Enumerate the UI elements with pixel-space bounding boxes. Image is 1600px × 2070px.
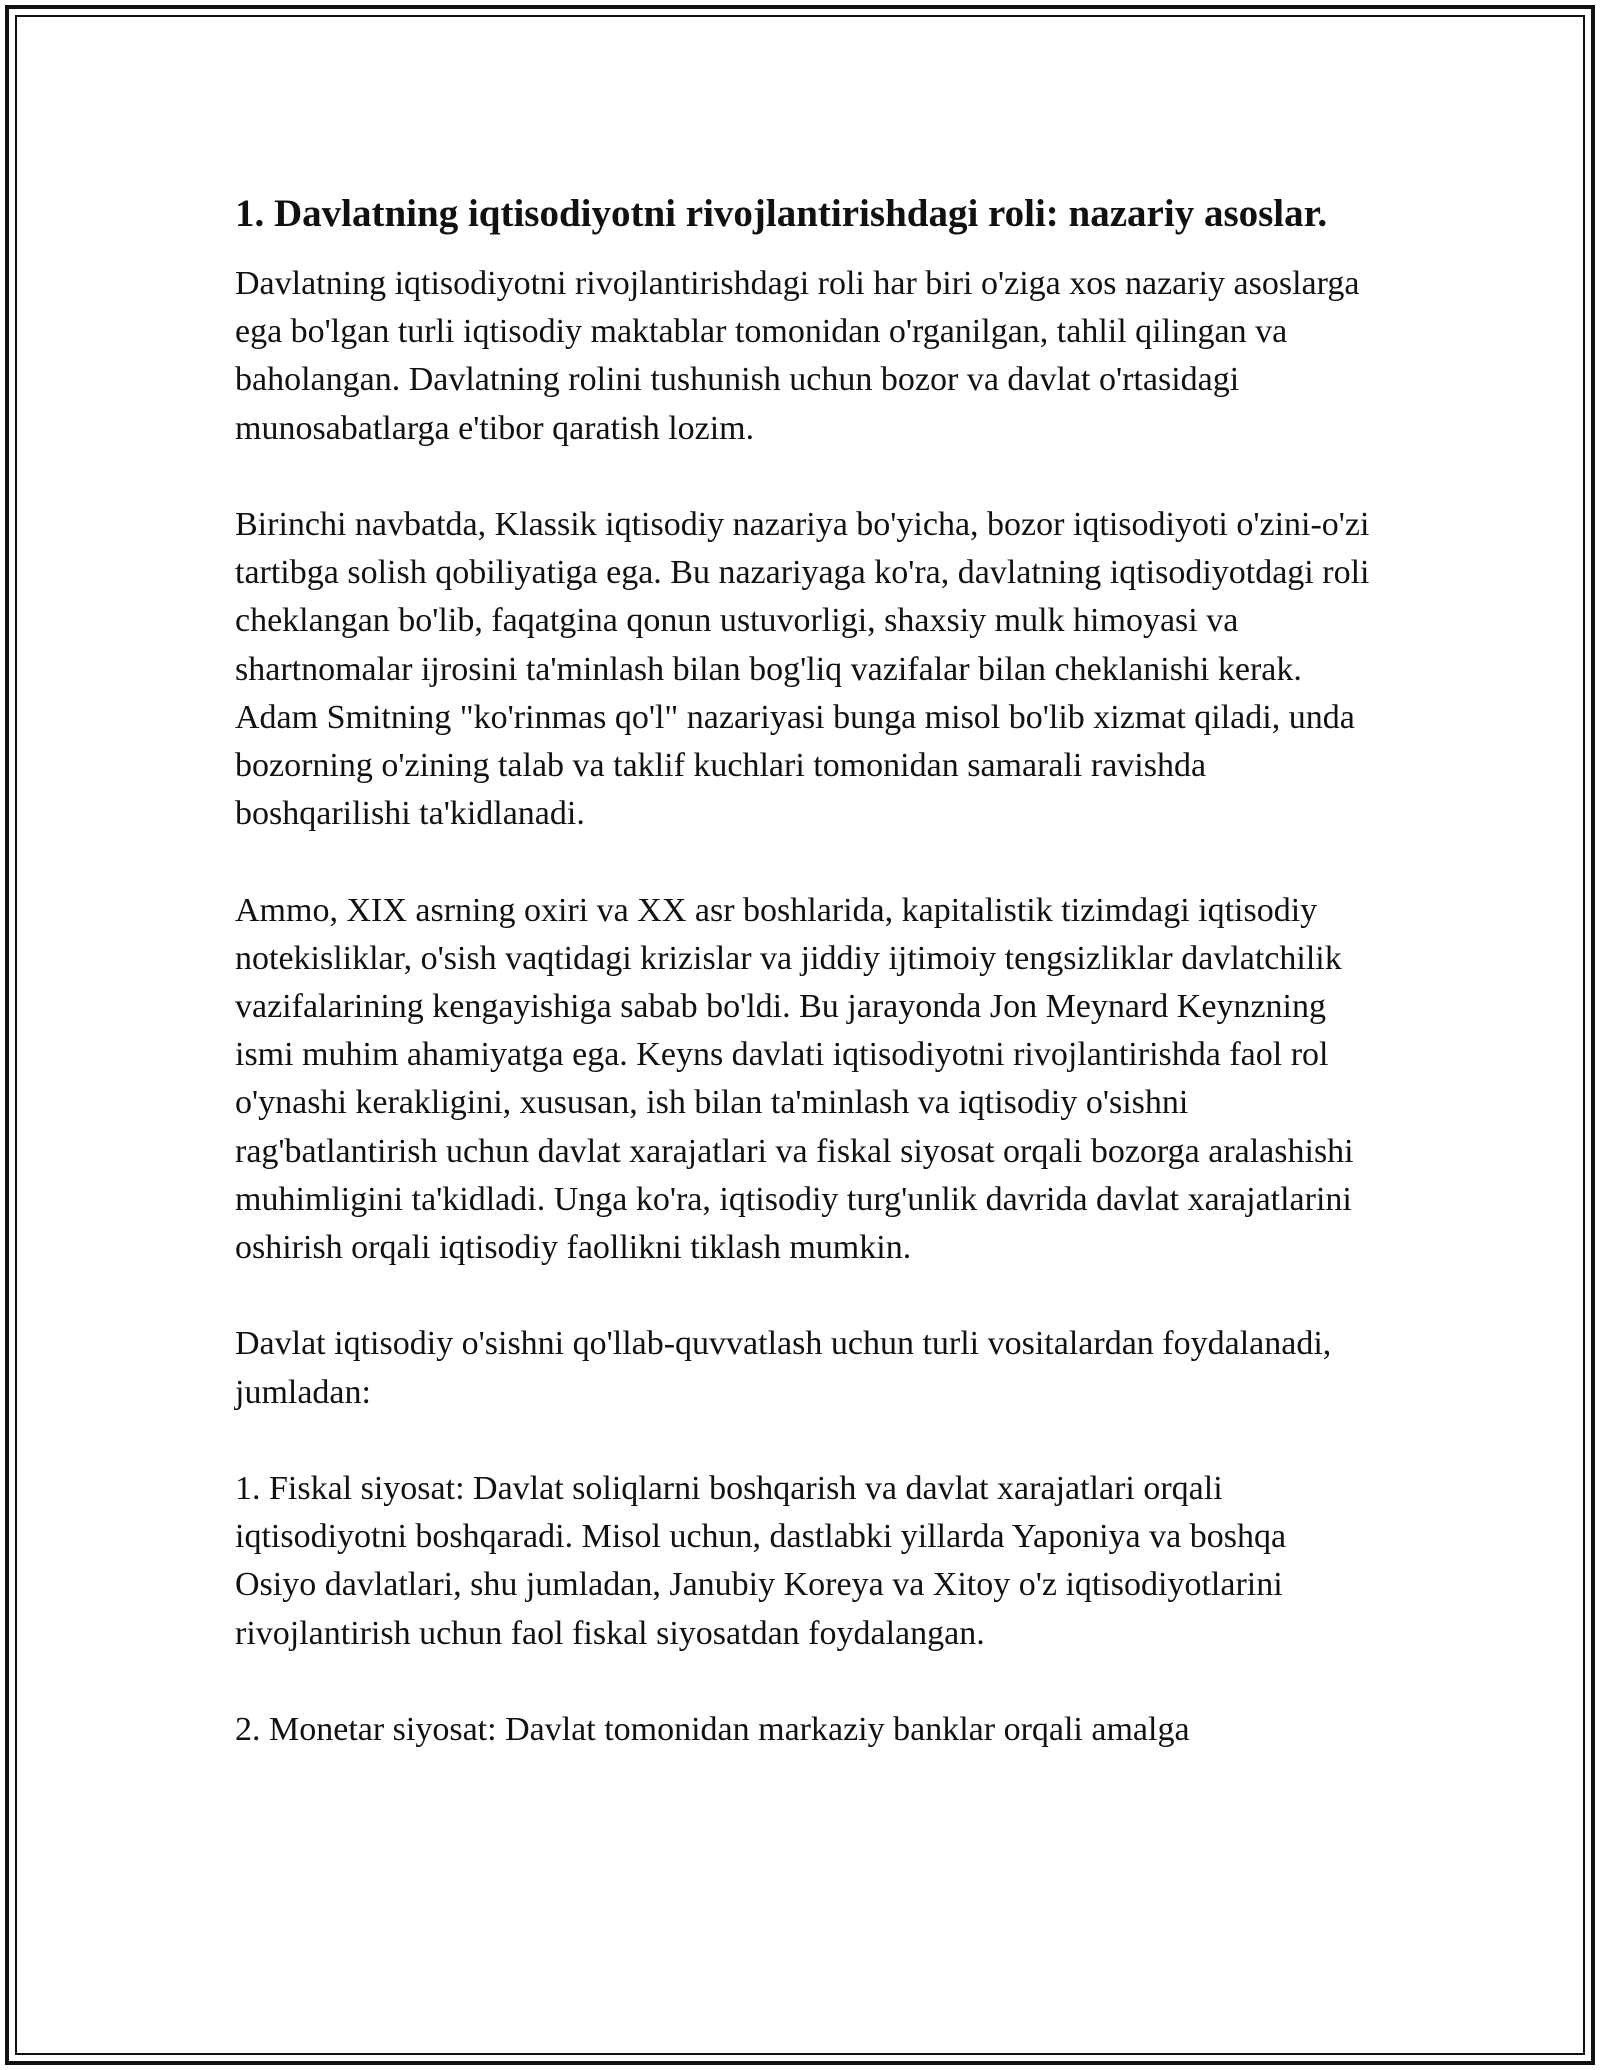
paragraph-tools-intro: Davlat iqtisodiy o'sishni qo'llab-quvvatlash uchun turli vositalardan foydalanadi, jumladan:: [235, 1325, 1332, 1411]
paragraph-intro: Davlatning iqtisodiyotni rivojlantirishdagi roli har biri o'ziga xos nazariy asoslarga ega bo'lgan turli iqtisodiy maktablar tomonidan o'rganilgan, tahlil qilingan va baholangan. Davlatning rolini tushunish uchun bozor va davlat o'rtasidagi munosabatlarga e'tibor qaratish lozim.: [235, 265, 1360, 447]
list-item-monetary-policy: 2. Monetar siyosat: Davlat tomonidan markaziy banklar orqali amalga: [235, 1711, 1190, 1749]
paragraph-keynes: Ammo, XIX asrning oxiri va XX asr boshlarida, kapitalistik tizimdagi iqtisodiy notekisliklar, o'sish vaqtidagi krizislar va jiddiy ijtimoiy tengsizliklar davlatchilik vazifalarining kengayishiga sabab bo'ldi. Bu jarayonda Jon Meynard Keynzning ismi muhim ahamiyatga ega. Keyns davlati iqtisodiyotni rivojlantirishda faol rol o'ynashi kerakligini, xususan, ish bilan ta'minlash va iqtisodiy o'sishni rag'batlantirish uchun davlat xarajatlari va fiskal siyosat orqali bozorga aralashishi muhimligini ta'kidladi. Unga ko'ra, iqtisodiy turg'unlik davrida davlat xarajatlarini oshirish orqali iqtisodiy faollikni tiklash mumkin.: [235, 891, 1354, 1267]
document-body: [235, 180, 1375, 1802]
section-heading: 1. Davlatning iqtisodiyotni rivojlantirishdagi roli: nazariy asoslar.: [235, 192, 1328, 235]
list-item-fiscal-policy: 1. Fiskal siyosat: Davlat soliqlarni boshqarish va davlat xarajatlari orqali iqtisodiyotni boshqaradi. Misol uchun, dastlabki yillarda Yaponiya va boshqa Osiyo davlatlari, shu jumladan, Janubiy Koreya va Xitoy o'z iqtisodiyotlarini rivojlantirish uchun faol fiskal siyosatdan foydalangan.: [235, 1470, 1287, 1652]
paragraph-classical-theory: Birinchi navbatda, Klassik iqtisodiy nazariya bo'yicha, bozor iqtisodiyoti o'zini-o'zi tartibga solish qobiliyatiga ega. Bu nazariyaga ko'ra, davlatning iqtisodiyotdagi roli cheklangan bo'lib, faqatgina qonun ustuvorligi, shaxsiy mulk himoyasi va shartnomalar ijrosini ta'minlash bilan bog'liq vazifalar bilan cheklanishi kerak. Adam Smitning "ko'rinmas qo'l" nazariyasi bunga misol bo'lib xizmat qiladi, unda bozorning o'zining talab va taklif kuchlari tomonidan samarali ravishda boshqarilishi ta'kidlanadi.: [235, 506, 1370, 833]
